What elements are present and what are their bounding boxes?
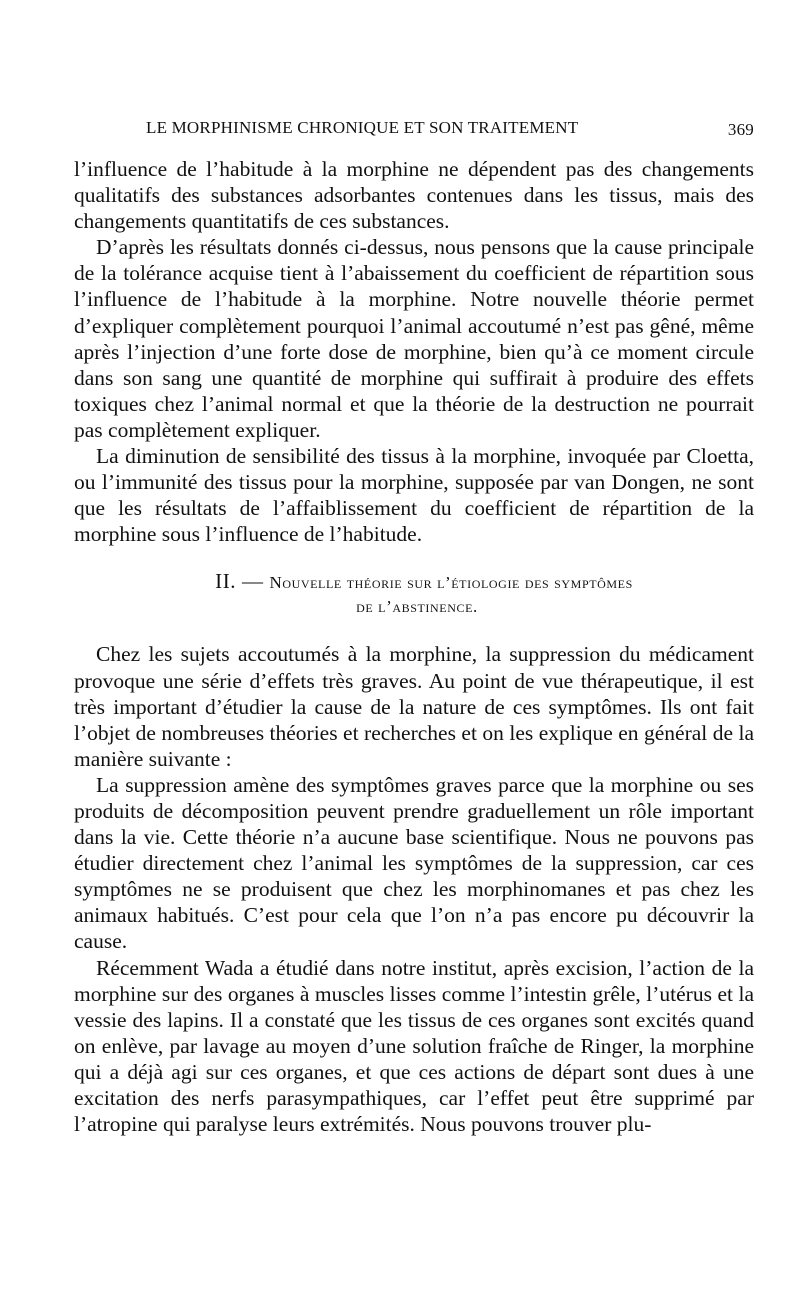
section-heading <box>74 569 754 619</box>
paragraph-suppression-intro: Chez les sujets accoutumés à la morphine, la suppression du médicament provoque une série d’effets très graves. Au point de vue thérapeutique, il est très important d’étudier la cause de la nature de ces symptômes. Ils ont fait l’objet de nombreuses théories et recherches et on les explique en général de la manière suivante : <box>74 642 754 771</box>
page-number: 369 <box>727 120 754 139</box>
running-title: LE MORPHINISME CHRONIQUE ET SON TRAITEMENT <box>146 118 579 137</box>
document-page <box>74 118 754 1137</box>
paragraph-sensibilite: La diminution de sensibilité des tissus à la morphine, invoquée par Cloetta, ou l’immunité des tissus pour la morphine, supposée par van Dongen, ne sont que les résultats de l’affaiblissement du coefficient de répartition de la morphine sous l’influence de l’habitude. <box>74 444 754 547</box>
section-title-line-2: de l’abstinence. <box>356 597 478 617</box>
paragraph-wada: Récemment Wada a étudié dans notre institut, après excision, l’action de la morphine sur des organes à muscles lisses comme l’intestin grêle, l’utérus et la vessie des lapins. Il a constaté que les tissus de ces organes sont excités quand on enlève, par lavage au moyen d’une solution fraîche de Ringer, la morphine qui a déjà agi sur ces organes, et que ces actions de départ sont dues à une excitation des nerfs parasympathiques, car l’effet peut être supprimé par l’atropine qui paralyse leurs extrémités. Nous pouvons trouver plu- <box>74 955 754 1137</box>
section-numeral: II. — <box>215 569 270 594</box>
running-header <box>74 118 754 144</box>
paragraph-habitude: l’influence de l’habitude à la morphine ne dépendent pas des changements qualitatifs des substances adsorbantes contenues dans les tissus, mais des changements quantitatifs de ces substances. <box>74 157 754 234</box>
section-title-line-1: Nouvelle théorie sur l’étiologie des symptômes <box>269 573 633 593</box>
paragraph-tolerance: D’après les résultats donnés ci-dessus, nous pensons que la cause principale de la tolérance acquise tient à l’abaissement du coefficient de répartition sous l’influence de l’habitude à la morphine. Notre nouvelle théorie permet d’expliquer complètement pourquoi l’animal accoutumé n’est pas gêné, même après l’injection d’une forte dose de morphine, bien qu’à ce moment circule dans son sang une quantité de morphine qui suffirait à produire des effets toxiques chez l’animal normal et que la théorie de la destruction ne pourrait pas complètement expliquer. <box>74 235 754 442</box>
body-text <box>74 156 754 1137</box>
section-heading-line-1 <box>74 569 754 595</box>
paragraph-suppression-theorie: La suppression amène des symptômes graves parce que la morphine ou ses produits de décomposition peuvent prendre graduellement un rôle important dans la vie. Cette théorie n’a aucune base scientifique. Nous ne pouvons pas étudier directement chez l’animal les symptômes de la suppression, car ces symptômes ne se produisent que chez les morphinomanes et pas chez les animaux habitués. C’est pour cela que l’on n’a pas encore pu découvrir la cause. <box>74 772 754 954</box>
